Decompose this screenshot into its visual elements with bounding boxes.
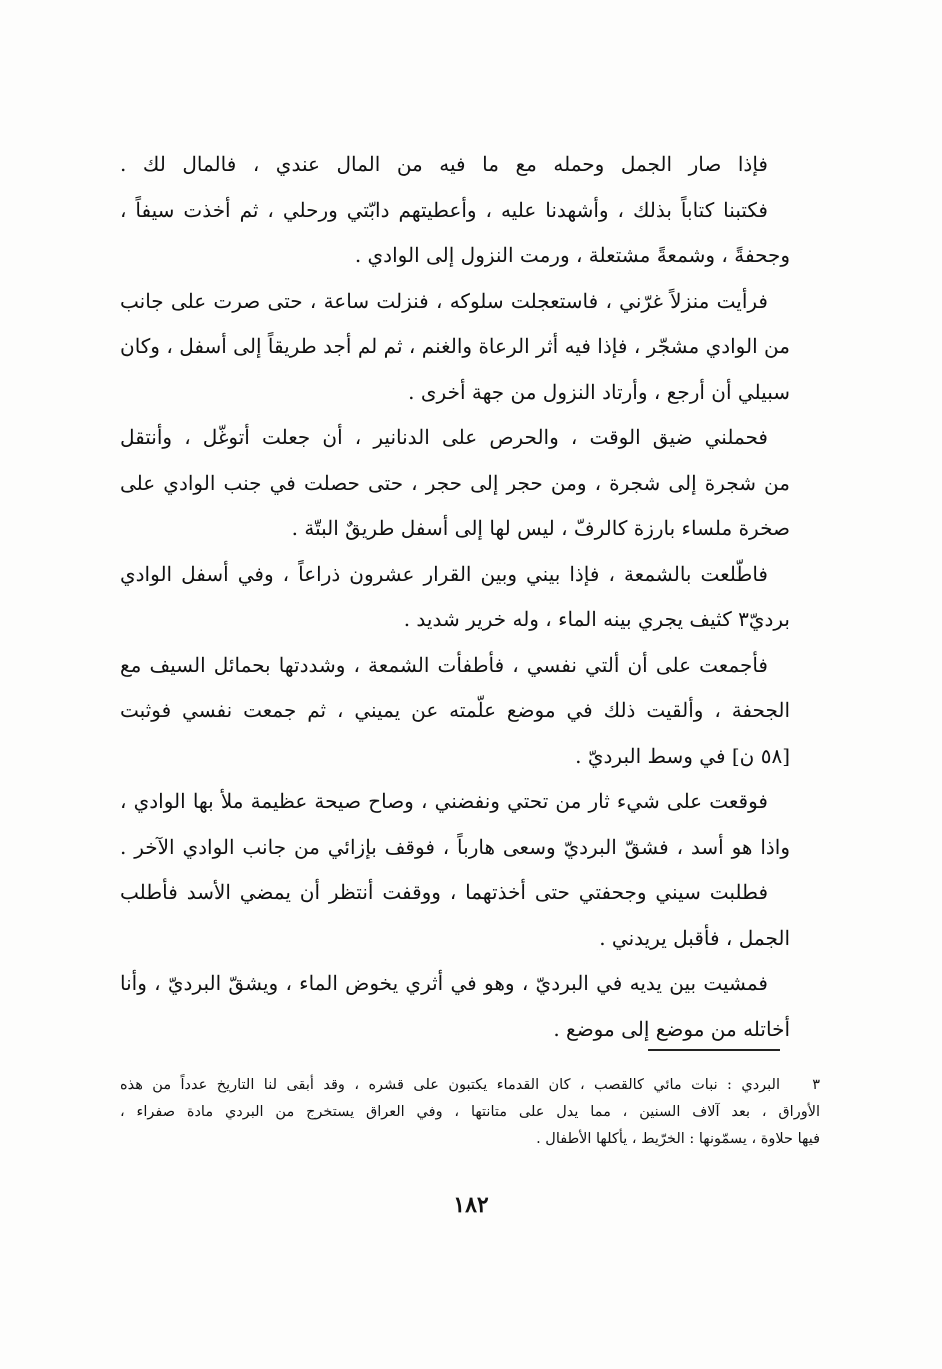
text-line: فأجمعت على أن ألتي نفسي ، فأطفأت الشمعة ، وشددتها بحمائل السيف مع bbox=[120, 652, 768, 677]
text-line: فمشيت بين يديه في البرديّ ، وهو في أثري يخوض الماء ، ويشقّ البرديّ ، وأنا bbox=[120, 971, 768, 995]
body-text bbox=[120, 142, 790, 1052]
text-line: الجمل ، فأقبل يريدني . bbox=[599, 925, 790, 950]
text-line: واذا هو أسد ، فشقّ البرديّ وسعى هارباً ، فوقف بإزائي من جانب الوادي الآخر . bbox=[120, 834, 790, 859]
text-line: فوقعت على شيء ثار من تحتي ونفضني ، وصاح صيحة عظيمة ملأ بها الوادي ، bbox=[120, 789, 768, 813]
text-line: وجحفةً ، وشمعةً مشتعلة ، ورمت النزول إلى الوادي . bbox=[354, 243, 790, 267]
text-line: سبيلي أن أرجع ، وأرتاد النزول من جهة أخرى . bbox=[408, 379, 790, 404]
text-line: فكتبنا كتاباً بذلك ، وأشهدنا عليه ، وأعطيتهم دابّتي ورحلي ، ثم أخذت سيفاً ، bbox=[120, 197, 768, 222]
text-line: [٥٨ ن] في وسط البرديّ . bbox=[575, 743, 790, 768]
text-line: فرأيت منزلاً غرّني ، فاستعجلت سلوكه ، فنزلت ساعة ، حتى صرت على جانب bbox=[120, 288, 768, 313]
text-line: من شجرة إلى شجرة ، ومن حجر إلى حجر ، حتى حصلت في جنب الوادي على bbox=[120, 470, 790, 495]
text-line: أخاتله من موضع إلى موضع . bbox=[553, 1016, 790, 1041]
text-line: الجحفة ، وألقيت ذلك في موضع علّمته عن يميني ، ثم جمعت نفسي فوثبت bbox=[120, 698, 790, 722]
text-line: فاطّلعت بالشمعة ، فإذا بيني وبين القرار عشرون ذراعاً ، وفي أسفل الوادي bbox=[120, 561, 768, 586]
footnote-line: البردي : نبات مائي كالقصب ، كان القدماء يكتبون على قشره ، وقد أبقى لنا التاريخ عدداً من هذه bbox=[120, 1077, 780, 1093]
text-line: فإذا صار الجمل وحمله مع ما فيه من المال عندي ، فالمال لك . bbox=[120, 152, 768, 176]
text-line: صخرة ملساء بارزة كالرفّ ، ليس لها إلى أسفل طريقٌ البتّة . bbox=[291, 516, 790, 540]
footnote bbox=[120, 1072, 820, 1153]
footnote-line: الأوراق ، بعد آلاف السنين ، مما يدل على متانتها ، وفي العراق يستخرج من البردي مادة صفراء ، bbox=[120, 1104, 820, 1120]
text-line: فطلبت سيني وجحفتي حتى أخذتهما ، ووقفت أنتظر أن يمضي الأسد فأطلب bbox=[120, 880, 768, 904]
footnote-line: فيها حلاوة ، يسمّونها : الخرّيط ، يأكلها الأطفال . bbox=[536, 1131, 820, 1147]
footnote-number: ٣ bbox=[812, 1077, 820, 1093]
text-line: من الوادي مشجّر ، فإذا فيه أثر الرعاة والغنم ، ثم لم أجد طريقاً إلى أسفل ، وكان bbox=[120, 334, 790, 358]
text-line: فحملني ضيق الوقت ، والحرص على الدنانير ، أن جعلت أتوغّل ، وأنتقل bbox=[120, 425, 768, 449]
page-number: ١٨٢ bbox=[453, 1192, 489, 1218]
footnote-separator bbox=[648, 1049, 780, 1051]
text-line: برديّ٣ كثيف يجري بينه الماء ، وله خرير شديد . bbox=[403, 607, 790, 631]
